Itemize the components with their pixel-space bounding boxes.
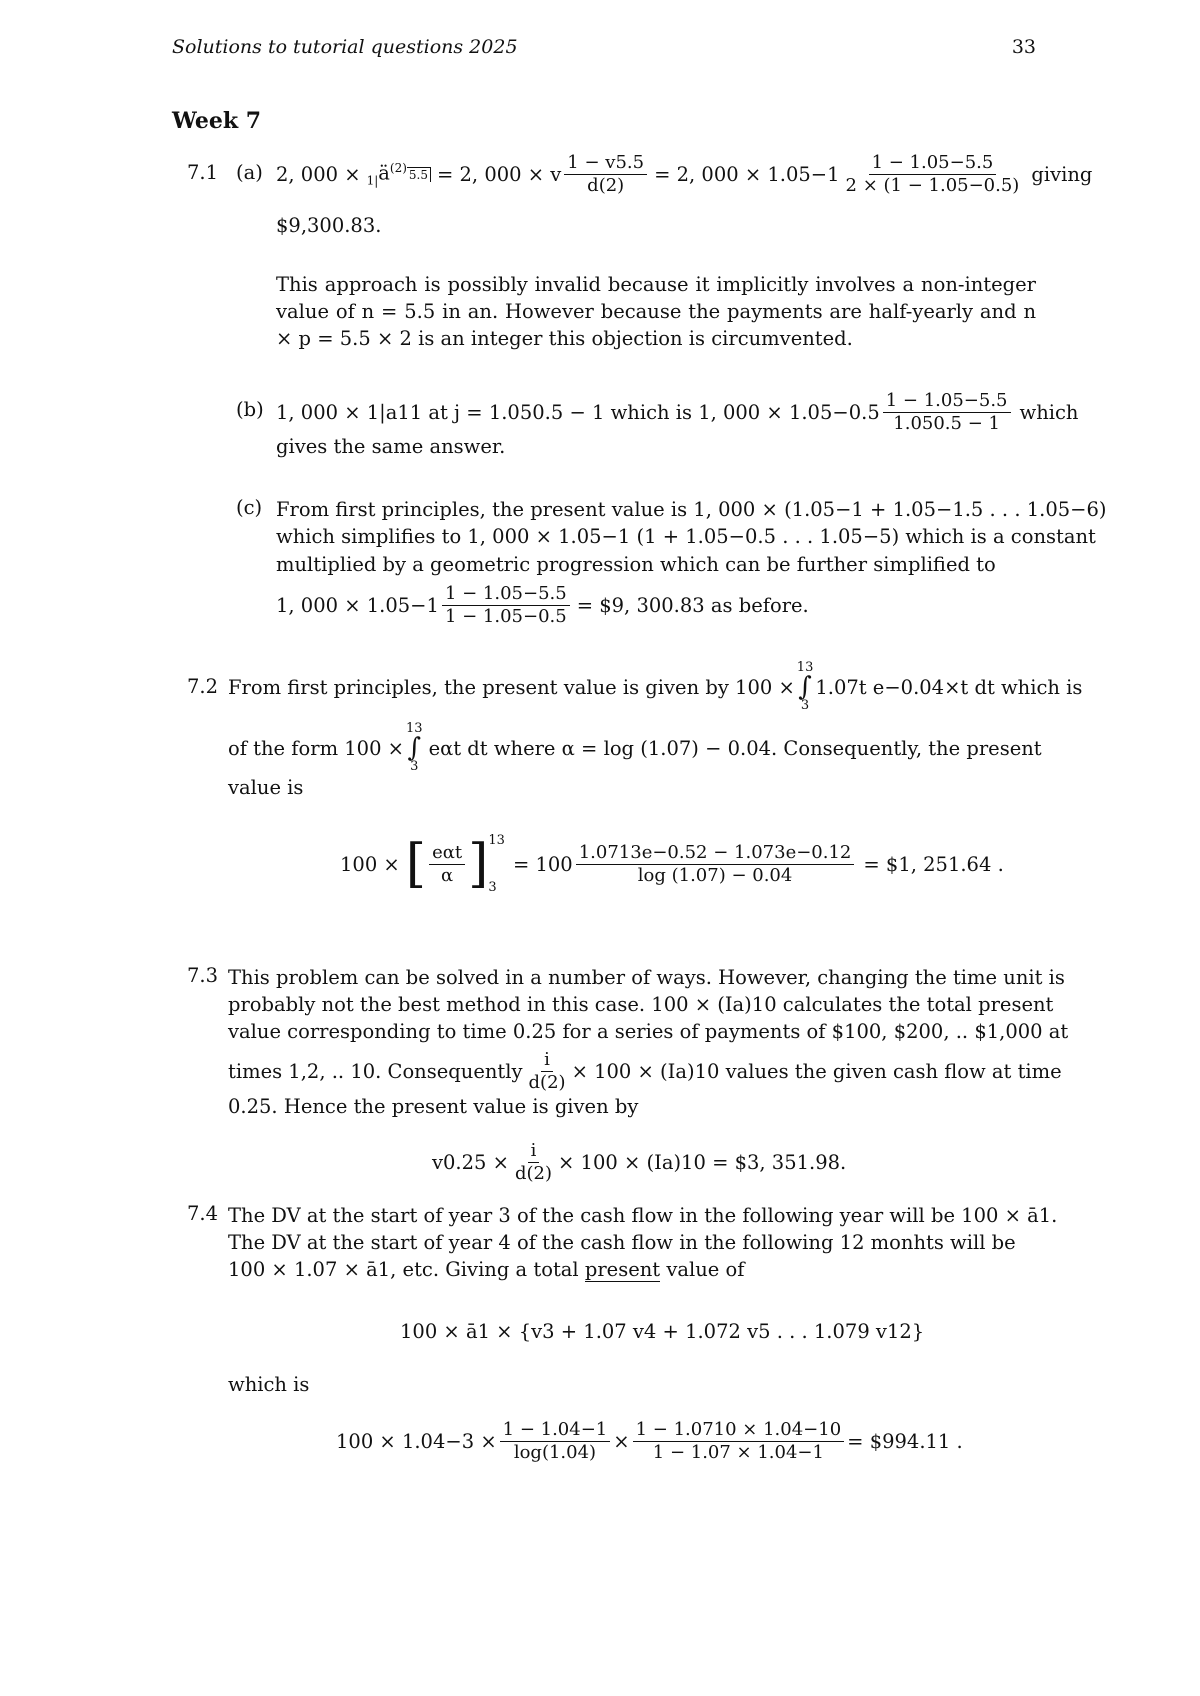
q72-eq-mid: = 100	[512, 852, 573, 876]
q72-eq-result: = $1, 251.64 .	[863, 852, 1004, 876]
q73-line4-end: × 100 × (Ia)10 values the given cash flow at time	[571, 1059, 1062, 1083]
q71-a-start: 2, 000 ×	[276, 162, 361, 186]
q71-b-equation	[276, 384, 1078, 440]
fraction: $\frac{1.0713e-0.52 - 1.073e-0.12}{\log (1.07) - 0.04}$	[576, 842, 855, 887]
fraction: $\frac{1 - v5.5}{d(2)}$	[564, 152, 647, 197]
page-header	[172, 36, 1036, 66]
part-label: (b)	[236, 398, 264, 421]
q73-line5: 0.25. Hence the present value is given by	[228, 1095, 639, 1118]
page-number: 33	[1011, 36, 1036, 58]
q72-line2	[228, 716, 1042, 780]
q72-line1-start: From first principles, the present value is given by 100 ×	[228, 675, 795, 699]
underlined-word: present	[584, 1258, 661, 1281]
q72-line2-end: eαt dt where α = log (1.07) − 0.04. Consequently, the present	[428, 736, 1042, 760]
q72-line1	[228, 655, 1083, 719]
question-number: 7.1	[187, 161, 219, 184]
q71-b-text1: 1, 000 × 1|a11 at j = 1.050.5 − 1 which is 1, 000 × 1.05−0.5	[276, 400, 880, 424]
section-title: Week 7	[172, 108, 262, 134]
q72-line3: value is	[228, 776, 304, 799]
q74-equation-2	[336, 1412, 963, 1470]
fraction: $\frac{1 - 1.05-5.5}{1.050.5 - 1}$	[883, 390, 1011, 435]
q71-a-eq1: = 2, 000 × v	[436, 162, 562, 186]
q73-line1: This problem can be solved in a number of ways. However, changing the time unit is	[228, 966, 1065, 989]
q71-a-result: $9,300.83.	[276, 214, 382, 237]
integral-sign: 13 ∫ 3	[406, 721, 423, 774]
integral-sign: 13 ∫ 3	[796, 660, 814, 713]
evaluation-limits: 13 3	[488, 833, 505, 895]
q71-c-equation	[276, 578, 809, 632]
q71-a-equation	[276, 146, 1092, 202]
q74-equation-1: 100 × ā1 × {v3 + 1.07 v4 + 1.072 v5 . . . 1.079 v12}	[400, 1320, 925, 1343]
q73-line4	[228, 1044, 1062, 1098]
running-title: Solutions to tutorial questions 2025	[172, 36, 518, 58]
q73-line4-start: times 1,2, .. 10. Consequently	[228, 1059, 523, 1083]
q72-line2-start: of the form 100 ×	[228, 736, 405, 760]
q71-c-line2: which simplifies to 1, 000 × 1.05−1 (1 + 1.05−0.5 . . . 1.05−5) which is a constant	[276, 525, 1096, 548]
q71-c-end: = $9, 300.83 as before.	[576, 593, 809, 617]
q71-c-start: 1, 000 × 1.05−1	[276, 593, 439, 617]
fraction: $\frac{1 - 1.05-5.5}{1 - 1.05-0.5}$	[442, 583, 570, 628]
q74-which-is: which is	[228, 1373, 310, 1396]
part-label: (a)	[236, 161, 263, 184]
q74-eq2-result: = $994.11 .	[847, 1429, 963, 1453]
question-number: 7.4	[187, 1202, 219, 1225]
q71-b-which: which	[1019, 400, 1079, 424]
q73-eq-end: × 100 × (Ia)10 = $3, 351.98.	[558, 1150, 847, 1174]
q71-c-line3: multiplied by a geometric progression which can be further simplified to	[276, 553, 996, 576]
q74-line1: The DV at the start of year 3 of the cash flow in the following year will be 100 × ā1.	[228, 1204, 1058, 1227]
fraction: $\frac{1 - 1.04-1}{\log(1.04)}$	[500, 1419, 611, 1464]
q74-eq2-mid: ×	[613, 1429, 630, 1453]
annuity-symbol: $_{1|}ä^{(2)}5.5$	[367, 161, 431, 187]
question-number: 7.2	[187, 675, 219, 698]
part-label: (c)	[236, 496, 263, 519]
q71-c-line1: From first principles, the present value is 1, 000 × (1.05−1 + 1.05−1.5 . . . 1.05−6)	[276, 498, 1107, 521]
fraction: $\frac{i}{d(2)}$	[514, 1139, 553, 1184]
fraction: $\frac{1 - 1.05-5.5}{2 \times (1 - 1.05-0.5)}$	[845, 151, 1020, 196]
fraction: $\frac{\text{eαt}}{\alpha}$	[429, 842, 465, 887]
q71-a-eq2: = 2, 000 × 1.05−1	[654, 162, 840, 186]
q72-line1-end: 1.07t e−0.04×t dt which is	[815, 675, 1083, 699]
q74-line2: The DV at the start of year 4 of the cash flow in the following 12 monhts will be	[228, 1231, 1016, 1254]
fraction: $\frac{1 - 1.0710 \times 1.04-10}{1 - 1.07 \times 1.04-1}$	[633, 1419, 845, 1464]
q72-eq-start: 100 ×	[340, 852, 400, 876]
question-number: 7.3	[187, 964, 219, 987]
q71-note: This approach is possibly invalid because it implicitly involves a non-integer value of n = 5.5 in an. However because the payments are half-yearly and n × p = 5.5 × 2 is an integer this objection is circumvented.	[276, 273, 1036, 350]
q73-line3: value corresponding to time 0.25 for a series of payments of $100, $200, .. $1,000 at	[228, 1020, 1069, 1043]
fraction: $\frac{i}{d(2)}$	[528, 1048, 566, 1093]
q72-display-equation: 100 × [ $\frac{\text{eαt}}{\alpha}$ ] 13 3 = 100 $\frac{1.0713e-0.52 - 1.073e-0.12}{\log (1.07) - 0.04}$ = $1, 251.64 .	[340, 833, 1004, 895]
q71-a-giving: giving	[1031, 162, 1093, 186]
q74-eq2-start: 100 × 1.04−3 ×	[336, 1429, 497, 1453]
q74-line3: 100 × 1.07 × ā1, etc. Giving a total present value of	[228, 1258, 745, 1281]
q73-display-equation	[432, 1134, 846, 1190]
q73-line2: probably not the best method in this case. 100 × (Ia)10 calculates the total present	[228, 993, 1054, 1016]
q73-eq-start: v0.25 ×	[432, 1150, 509, 1174]
q71-b-text2: gives the same answer.	[276, 435, 506, 458]
